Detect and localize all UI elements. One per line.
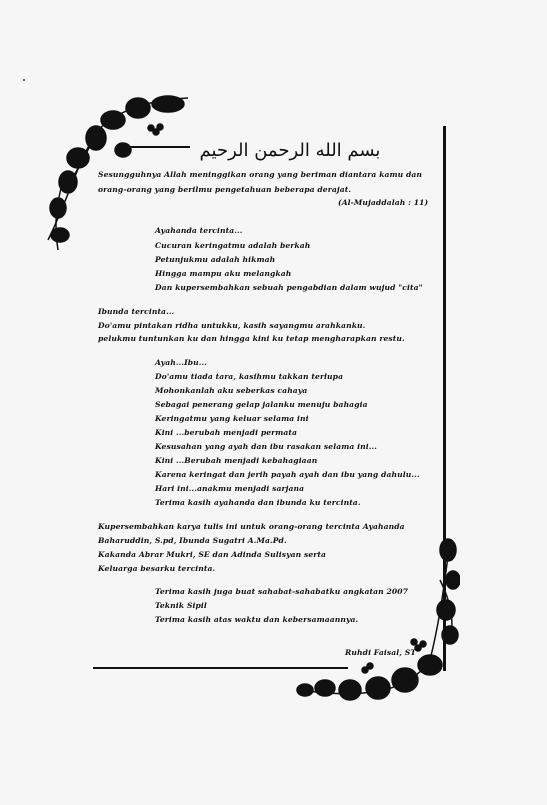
stray-dot: [23, 79, 25, 81]
signature: Ruhdi Faisal, ST: [345, 648, 417, 657]
father-line: Cucuran keringatmu adalah berkah: [155, 241, 311, 250]
mother-line: Ibunda tercinta...: [98, 307, 175, 316]
thanks-line: Terima kasih atas waktu dan kebersamaannya.: [155, 615, 359, 624]
poem-line: Hari ini...anakmu menjadi sarjana: [155, 484, 305, 493]
father-line: Petunjukmu adalah hikmah: [155, 255, 276, 264]
verse-line-2: orang-orang yang berilmu pengetahuan beberapa derajat.: [98, 185, 352, 194]
father-line: Dan kupersembahkan sebuah pengabdian dalam wujud "cita": [155, 283, 423, 292]
poem-line: Sebagai penerang gelap jalanku menuju bahagia: [155, 400, 368, 409]
dedication-line: Kupersembahkan karya tulis ini untuk orang-orang tercinta Ayahanda: [98, 522, 405, 531]
bismillah-calligraphy: [190, 128, 390, 168]
poem-line: Terima kasih ayahanda dan ibunda ku tercinta.: [155, 498, 361, 507]
poem-line: Kini ...Berubah menjadi kebahagiaan: [155, 456, 318, 465]
poem-line: Mohonkanlah aku seberkas cahaya: [155, 386, 308, 395]
poem-line: Karena keringat dan jerih payah ayah dan ibu yang dahulu...: [155, 470, 420, 479]
father-line: Hingga mampu aku melangkah: [155, 269, 292, 278]
dedication-line: Baharuddin, S.pd, Ibunda Sugatri A.Ma.Pd.: [98, 536, 287, 545]
poem-line: Ayah...Ibu...: [155, 358, 207, 367]
poem-line: Keringatmu yang keluar selama ini: [155, 414, 309, 423]
thanks-line: Terima kasih juga buat sahabat-sahabatku angkatan 2007: [155, 587, 409, 596]
calligraphy-text: بسم الله الرحمن الرحيم: [199, 140, 381, 161]
thanks-line: Teknik Sipil: [155, 601, 207, 610]
poem-line: Do'amu tiada tara, kasihmu takkan terlupa: [155, 372, 344, 381]
mother-line: Do'amu pintakan ridha untukku, kasih sayangmu arahkanku.: [98, 321, 366, 330]
mother-line: pelukmu tuntunkan ku dan hingga kini ku tetap mengharapkan restu.: [98, 334, 405, 343]
poem-line: Kini ...berubah menjadi permata: [155, 428, 298, 437]
verse-source: (Al-Mujaddalah : 11): [338, 198, 429, 207]
father-line: Ayahanda tercinta...: [155, 226, 243, 235]
dedication-line: Keluarga besarku tercinta.: [98, 564, 216, 573]
verse-line-1: Sesungguhnya Allah meninggikan orang yang beriman diantara kamu dan: [98, 170, 423, 179]
dedication-line: Kakanda Abrar Mukri, SE dan Adinda Sulisyan serta: [98, 550, 326, 559]
poem-line: Kesusahan yang ayah dan ibu rasakan selama ini...: [155, 442, 377, 451]
